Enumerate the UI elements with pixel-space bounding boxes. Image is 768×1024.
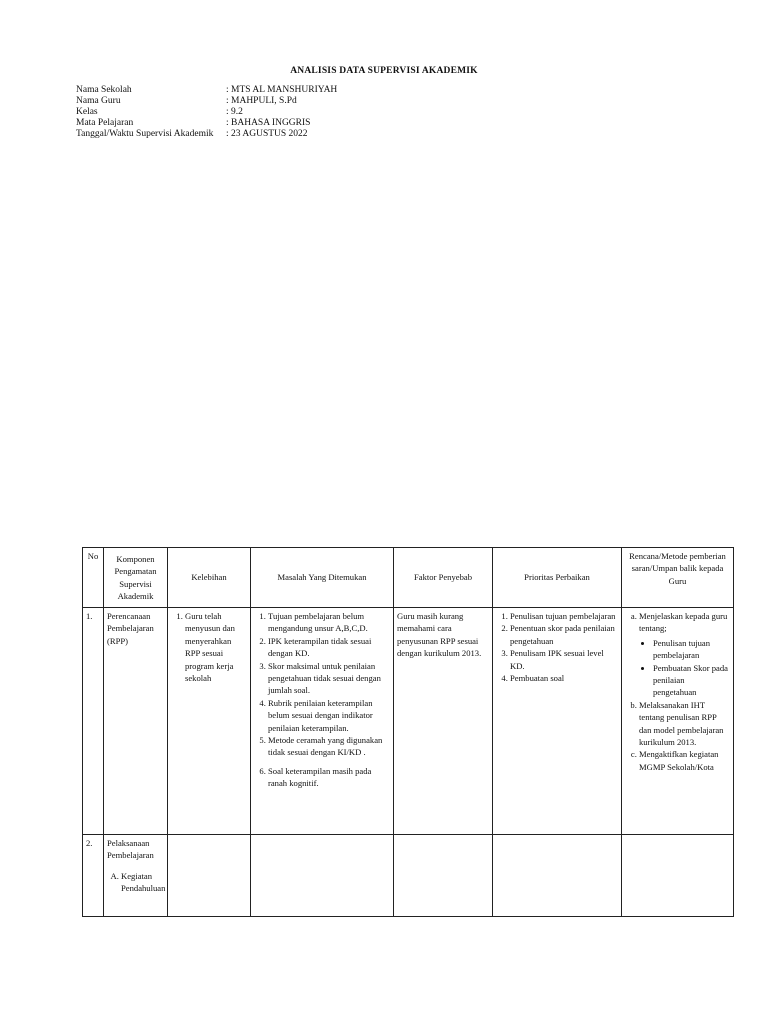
- table-header-row: [83, 548, 734, 608]
- info-row-teacher: [76, 96, 337, 107]
- list-item: 1. Tujuan pembelajaran belum mengandung unsur A,B,C,D.: [268, 610, 390, 635]
- table-row: [83, 835, 734, 917]
- list-item: b. Melaksanakan IHT tentang penulisan RPP dan model pembelajaran kurikulum 2013.: [639, 699, 730, 749]
- masalah-list: [254, 610, 390, 790]
- row1-kelebihan: [168, 608, 251, 835]
- info-label: Nama Sekolah: [76, 85, 132, 95]
- info-row-class: [76, 107, 337, 118]
- list-item: 2. Penentuan skor pada penilaian pengetahuan: [510, 622, 618, 647]
- header-komponen: Komponen Pengamatan Supervisi Akademik: [104, 548, 168, 608]
- list-item: 2. IPK keterampilan tidak sesuai dengan KD.: [268, 635, 390, 660]
- row1-faktor: Guru masih kurang memahami cara penyusunan RPP sesuai dengan kurikulum 2013.: [394, 608, 493, 835]
- row1-masalah: [251, 608, 394, 835]
- row1-komponen: Perencanaan Pembelajaran (RPP): [104, 608, 168, 835]
- list-item: c. Mengaktifkan kegiatan MGMP Sekolah/Kota: [639, 748, 730, 773]
- list-item: 1. Penulisan tujuan pembelajaran: [510, 610, 618, 622]
- rencana-list: [625, 610, 730, 773]
- rencana-a: Menjelaskan kepada guru tentang;: [639, 611, 728, 634]
- info-row-date: [76, 129, 337, 140]
- school-info: [76, 85, 337, 140]
- header-kelebihan: Kelebihan: [168, 548, 251, 608]
- row2-rencana: [622, 835, 734, 917]
- kelebihan-list: [171, 610, 247, 684]
- header-prioritas: Prioritas Perbaikan: [493, 548, 622, 608]
- list-item: • Penulisan tujuan pembelajaran: [653, 637, 730, 662]
- row1-prioritas: [493, 608, 622, 835]
- info-value: : MTS AL MANSHURIYAH: [226, 85, 338, 95]
- row2-faktor: [394, 835, 493, 917]
- info-row-school: [76, 85, 337, 96]
- list-item: 3. Skor maksimal untuk penilaian pengetahuan tidak sesuai dengan jumlah soal.: [268, 660, 390, 697]
- info-value: : 23 AGUSTUS 2022: [226, 129, 308, 139]
- info-label: Mata Pelajaran: [76, 118, 134, 128]
- row2-no: 2.: [83, 835, 104, 917]
- header-faktor: Faktor Penyebab: [394, 548, 493, 608]
- list-item: 3. Penulisam IPK sesuai level KD.: [510, 647, 618, 672]
- list-item: 4. Rubrik penilaian keterampilan belum sesuai dengan indikator penilaian keterampilan.: [268, 697, 390, 734]
- list-item: 6. Soal keterampilan masih pada ranah kognitif.: [268, 765, 390, 790]
- list-item: A. Kegiatan Pendahuluan: [121, 870, 164, 895]
- list-item: [639, 610, 730, 699]
- info-value: : MAHPULI, S.Pd: [226, 96, 297, 106]
- row2-sub-list: [107, 870, 164, 895]
- info-value: : 9.2: [226, 107, 243, 117]
- info-value: : BAHASA INGGRIS: [226, 118, 311, 128]
- row2-prioritas: [493, 835, 622, 917]
- info-label: Tanggal/Waktu Supervisi Akademik: [76, 129, 214, 139]
- list-item: 1. Guru telah menyusun dan menyerahkan RPP sesuai program kerja sekolah: [185, 610, 247, 684]
- list-item: 4. Pembuatan soal: [510, 672, 618, 684]
- header-masalah: Masalah Yang Ditemukan: [251, 548, 394, 608]
- info-label: Nama Guru: [76, 96, 121, 106]
- supervision-table: [82, 547, 734, 917]
- info-row-subject: [76, 118, 337, 129]
- table-row: [83, 608, 734, 835]
- document-title: ANALISIS DATA SUPERVISI AKADEMIK: [290, 66, 478, 76]
- list-item: • Pembuatan Skor pada penilaian pengetahuan: [653, 662, 730, 699]
- header-rencana: Rencana/Metode pemberian saran/Umpan balik kepada Guru: [622, 548, 734, 608]
- row2-komponen: [104, 835, 168, 917]
- row1-rencana: [622, 608, 734, 835]
- prioritas-list: [496, 610, 618, 684]
- info-label: Kelas: [76, 107, 98, 117]
- row1-no: 1.: [83, 608, 104, 835]
- rencana-a-bullets: [639, 637, 730, 699]
- row2-kelebihan: [168, 835, 251, 917]
- row2-komponen-title: Pelaksanaan Pembelajaran: [107, 838, 154, 861]
- row2-masalah: [251, 835, 394, 917]
- header-no: No: [83, 548, 104, 608]
- list-item: 5. Metode ceramah yang digunakan tidak sesuai dengan KI/KD .: [268, 734, 390, 759]
